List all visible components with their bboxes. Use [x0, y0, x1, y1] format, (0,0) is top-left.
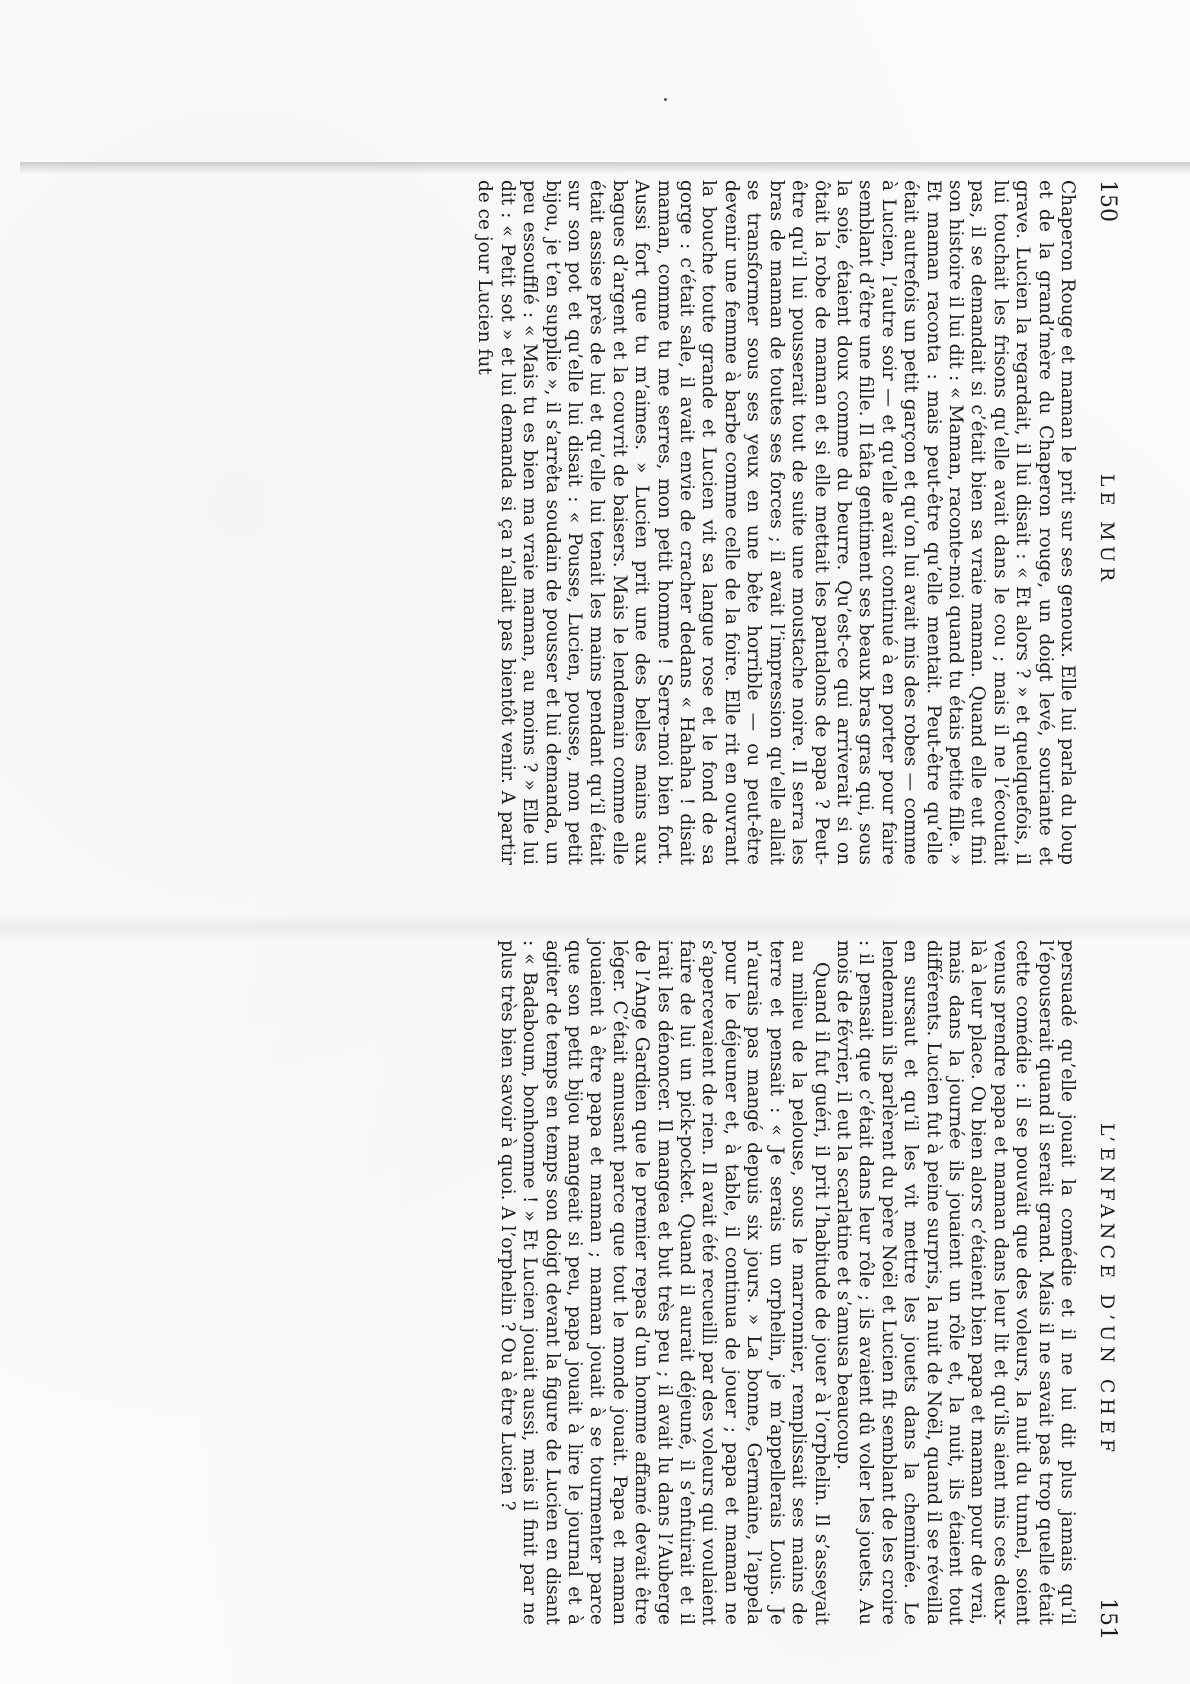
left-running-header — [1090, 180, 1120, 880]
right-paragraph-2: Quand il fut guéri, il prit l’habitude de jouer à l’orphelin. Il s’asseyait au milieu de la pelouse, sous le marronnier, remplissait ses mains de terre et pensait : « Je serais un orphelin, je m’appellerais Louis. Je n’aurais pas mangé depuis six jours. » La bonne, Germaine, l’appela pour le déjeuner et, à table, il continua de jouer ; papa et maman ne s’apercevaient de rien. Il avait été recueilli par des voleurs qui voulaient faire de lui un pick-pocket. Quand il aurait déjeuné, il s’enfuirait et il irait les dénoncer. Il mangea et but très peu ; il avait lu dans l’Auberge de l’Ange Gardien que le premier repas d’un homme affamé devait être léger. C’était amusant parce que tout le monde jouait. Papa et maman jouaient à être papa et maman ; maman jouait à se tourmenter parce que son petit bijou mangeait si peu, papa jouait à lire le journal et à agiter de temps en temps son doigt devant la figure de Lucien en disant : « Badaboum, bonhomme ! » Et Lucien jouait aussi, mais il finit par ne plus très bien savoir à quoi. A l’orphelin ? Ou à être Lucien ? — [496, 940, 832, 1625]
right-running-head-title: L’ENFANCE D’UN CHEF — [1096, 1122, 1118, 1458]
right-paragraph-1: persuadé qu’elle jouait la comédie et il ne lui dit plus jamais qu’il l’épouserait quand il serait grand. Mais il ne savait pas trop quelle était cette comédie : il se pouvait que des voleurs, la nuit du tunnel, soient venus prendre papa et maman dans leur lit et qu’ils aient mis ces deux-là à leur place. Ou bien alors c’étaient bien papa et maman pour de vrai, mais dans la journée ils jouaient un rôle et, la nuit, ils étaient tout différents. Lucien fut à peine surpris, la nuit de Noël, quand il se réveilla en sursaut et qu’il les vit mettre les jouets dans la cheminée. Le lendemain ils parlèrent du père Noël et Lucien fit semblant de les croire : il pensait que c’était dans leur rôle ; ils avaient dû voler les jouets. Au mois de février, il eut la scarlatine et s’amusa beaucoup. — [832, 940, 1078, 1625]
left-running-head-title: LE MUR — [1096, 473, 1118, 587]
left-paragraph-1: Chaperon Rouge et maman le prit sur ses genoux. Elle lui parla du loup et de la grand’mère du Chaperon rouge, un doigt levé, souriante et grave. Lucien la regardait, il lui disait : « Et alors ? » et quelquefois, il lui touchait les frisons qu’elle avait dans le cou ; mais il ne l’écoutait pas, il se demandait si c’était bien sa vraie maman. Quand elle eut fini son histoire il lui dit : « Maman, raconte-moi quand tu étais petite fille. » Et maman raconta : mais peut-être qu’elle mentait. Peut-être qu’elle était autrefois un petit garçon et qu’on lui avait mis des robes — comme à Lucien, l’autre soir — et qu’elle avait continué à en porter pour faire semblant d’être une fille. Il tâta gentiment ses beaux bras gras qui, sous la soie, étaient doux comme du beurre. Qu’est-ce qui arriverait si on ôtait la robe de maman et si elle mettait les pantalons de papa ? Peut-être qu’il lui pousserait tout de suite une moustache noire. Il serra les bras de maman de toutes ses forces ; il avait l’impression qu’elle allait se transformer sous ses yeux en une bête horrible — ou peut-être devenir une femme à barbe comme celle de la foire. Elle rit en ouvrant la bouche toute grande et Lucien vit sa langue rose et le fond de sa gorge : c’était sale, il avait envie de cracher dedans « Hahaha ! disait maman, comme tu me serres, mon petit homme ! Serre-moi bien fort. Aussi fort que tu m’aimes. » Lucien prit une des belles mains aux bagues d’argent et la couvrit de baisers. Mais le lendemain comme elle était assise près de lui et qu’elle lui tenait les mains pendant qu’il était sur son pot et qu’elle lui disait : « Pousse, Lucien, pousse, mon petit bijou, je t’en supplie », il s’arrêta soudain de pousser et lui demanda, un peu essoufflé : « Mais tu es bien ma vraie maman, au moins ? » Elle lui dit : « Petit sot » et lui demanda si ça n’allait pas bientôt venir. A partir de ce jour Lucien fut — [474, 180, 1078, 865]
left-page-body — [473, 180, 1078, 865]
right-running-header — [1090, 940, 1120, 1640]
right-page-body — [495, 940, 1078, 1625]
right-page-number: 151 — [1095, 1598, 1120, 1640]
left-page-number: 150 — [1095, 180, 1120, 222]
